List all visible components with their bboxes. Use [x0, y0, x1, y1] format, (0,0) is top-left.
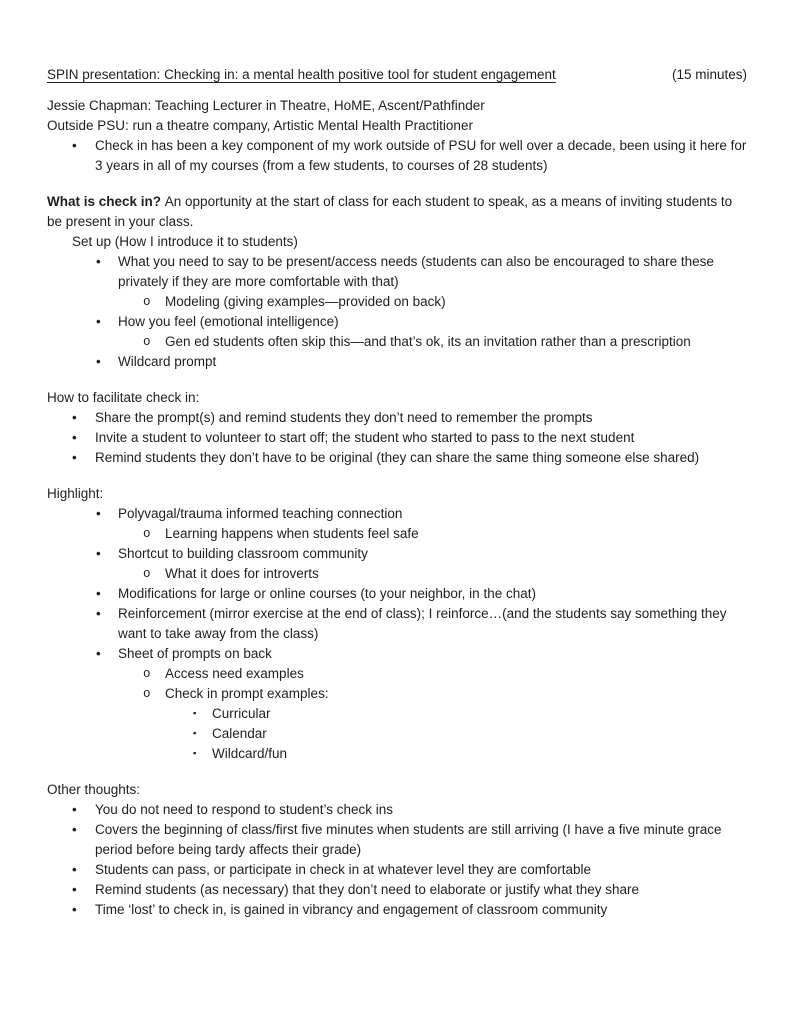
page-title: SPIN presentation: Checking in: a mental health positive tool for student engagement — [47, 67, 556, 82]
paragraph-text: Check in prompt examples: — [165, 686, 329, 701]
bullet-marker-icon: • — [72, 410, 77, 425]
square-marker-icon: ▪ — [193, 728, 197, 739]
list-item — [47, 820, 747, 860]
bullet-marker-icon: • — [96, 314, 101, 329]
paragraph-text: Shortcut to building classroom community — [118, 546, 368, 561]
paragraph-text: Set up (How I introduce it to students) — [72, 234, 298, 249]
square-marker-icon: ▪ — [193, 748, 197, 759]
list-item — [47, 544, 747, 564]
paragraph-text: Invite a student to volunteer to start off; the student who started to pass to the next student — [95, 430, 635, 445]
paragraph-text: Covers the beginning of class/first five minutes when students are still arriving (I have a five minute grace period before being tardy affects their grade) — [95, 822, 722, 857]
bullet-marker-icon: • — [96, 586, 101, 601]
paragraph-text: You do not need to respond to student’s check ins — [95, 802, 393, 817]
list-item — [47, 880, 747, 900]
text-run: An opportunity at the start of class for each student to speak, as a means of inviting students to be present in your class. — [47, 194, 733, 229]
circle-marker-icon: o — [143, 527, 151, 541]
paragraph — [47, 116, 747, 136]
bullet-marker-icon: • — [72, 802, 77, 817]
paragraph-text: Students can pass, or participate in check in at whatever level they are comfortable — [95, 862, 592, 877]
bullet-marker-icon: • — [72, 882, 77, 897]
paragraph-text: Curricular — [212, 706, 271, 721]
bullet-marker-icon: • — [96, 646, 101, 661]
paragraph-text: How you feel (emotional intelligence) — [118, 314, 339, 329]
list-item — [47, 564, 747, 584]
square-marker-icon: ▪ — [193, 708, 197, 719]
duration-note: (15 minutes) — [671, 67, 747, 82]
paragraph-text: Time ‘lost’ to check in, is gained in vibrancy and engagement of classroom community — [95, 902, 608, 917]
paragraph-text: Gen ed students often skip this—and that’s ok, its an invitation rather than a prescription — [165, 334, 691, 349]
list-item — [47, 684, 747, 704]
paragraph-text: Jessie Chapman: Teaching Lecturer in Theatre, HoME, Ascent/Pathfinder — [47, 98, 485, 113]
list-item — [47, 504, 747, 524]
bullet-marker-icon: • — [96, 546, 101, 561]
title-row — [47, 65, 747, 85]
list-item — [47, 724, 747, 744]
list-item — [47, 644, 747, 664]
blank-line — [47, 372, 747, 388]
paragraph-text: Sheet of prompts on back — [118, 646, 272, 661]
paragraph-text: Outside PSU: run a theatre company, Artistic Mental Health Practitioner — [47, 118, 473, 133]
circle-marker-icon: o — [143, 335, 151, 349]
paragraph-text: Share the prompt(s) and remind students they don’t need to remember the prompts — [95, 410, 593, 425]
paragraph-text: Modifications for large or online courses (to your neighbor, in the chat) — [118, 586, 536, 601]
bullet-marker-icon: • — [96, 354, 101, 369]
paragraph — [47, 780, 747, 800]
paragraph — [47, 96, 747, 116]
paragraph-text: Calendar — [212, 726, 267, 741]
paragraph-text: What you need to say to be present/access needs (students can also be encouraged to share these privately if they are more comfortable with that) — [118, 254, 714, 289]
circle-marker-icon: o — [143, 667, 151, 681]
document-body — [47, 96, 747, 920]
paragraph-text: Polyvagal/trauma informed teaching connection — [118, 506, 403, 521]
paragraph-text: Modeling (giving examples—provided on back) — [165, 294, 446, 309]
paragraph — [47, 388, 747, 408]
bullet-marker-icon: • — [72, 430, 77, 445]
blank-line — [47, 176, 747, 192]
paragraph-text: Access need examples — [165, 666, 304, 681]
paragraph — [47, 484, 747, 504]
bullet-marker-icon: • — [72, 902, 77, 917]
bullet-marker-icon: • — [72, 138, 77, 153]
paragraph-text: What it does for introverts — [165, 566, 319, 581]
paragraph-text: Other thoughts: — [47, 782, 141, 797]
list-item — [47, 352, 747, 372]
list-item — [47, 800, 747, 820]
list-item — [47, 860, 747, 880]
paragraph-text: How to facilitate check in: — [47, 390, 200, 405]
circle-marker-icon: o — [143, 295, 151, 309]
list-item — [47, 704, 747, 724]
bullet-marker-icon: • — [72, 450, 77, 465]
list-item — [47, 524, 747, 544]
bullet-marker-icon: • — [96, 606, 101, 621]
paragraph-text: Learning happens when students feel safe — [165, 526, 419, 541]
paragraph-text: Wildcard prompt — [118, 354, 217, 369]
bullet-marker-icon: • — [72, 862, 77, 877]
paragraph-text: Reinforcement (mirror exercise at the end of class); I reinforce…(and the students say something they want to take away from the class) — [118, 606, 727, 641]
list-item — [47, 664, 747, 684]
blank-line — [47, 468, 747, 484]
list-item — [47, 252, 747, 292]
list-item — [47, 584, 747, 604]
paragraph-text: Wildcard/fun — [212, 746, 288, 761]
paragraph-text: Remind students they don’t have to be original (they can share the same thing someone else shared) — [95, 450, 700, 465]
circle-marker-icon: o — [143, 687, 151, 701]
paragraph — [47, 232, 747, 252]
paragraph — [47, 192, 747, 232]
paragraph-text: Remind students (as necessary) that they don’t need to elaborate or justify what they share — [95, 882, 640, 897]
bullet-marker-icon: • — [96, 506, 101, 521]
bullet-marker-icon: • — [96, 254, 101, 269]
blank-line — [47, 764, 747, 780]
list-item — [47, 292, 747, 312]
bold-text-run: What is check in? — [47, 194, 165, 209]
list-item — [47, 744, 747, 764]
list-item — [47, 136, 747, 176]
paragraph-text — [47, 194, 732, 229]
paragraph-text: Highlight: — [47, 486, 104, 501]
list-item — [47, 604, 747, 644]
list-item — [47, 332, 747, 352]
list-item — [47, 408, 747, 428]
list-item — [47, 428, 747, 448]
circle-marker-icon: o — [143, 567, 151, 581]
paragraph-text: Check in has been a key component of my work outside of PSU for well over a decade, been using it here for 3 years in all of my courses (from a few students, to courses of 28 students) — [95, 138, 747, 173]
list-item — [47, 448, 747, 468]
bullet-marker-icon: • — [72, 822, 77, 837]
list-item — [47, 900, 747, 920]
list-item — [47, 312, 747, 332]
